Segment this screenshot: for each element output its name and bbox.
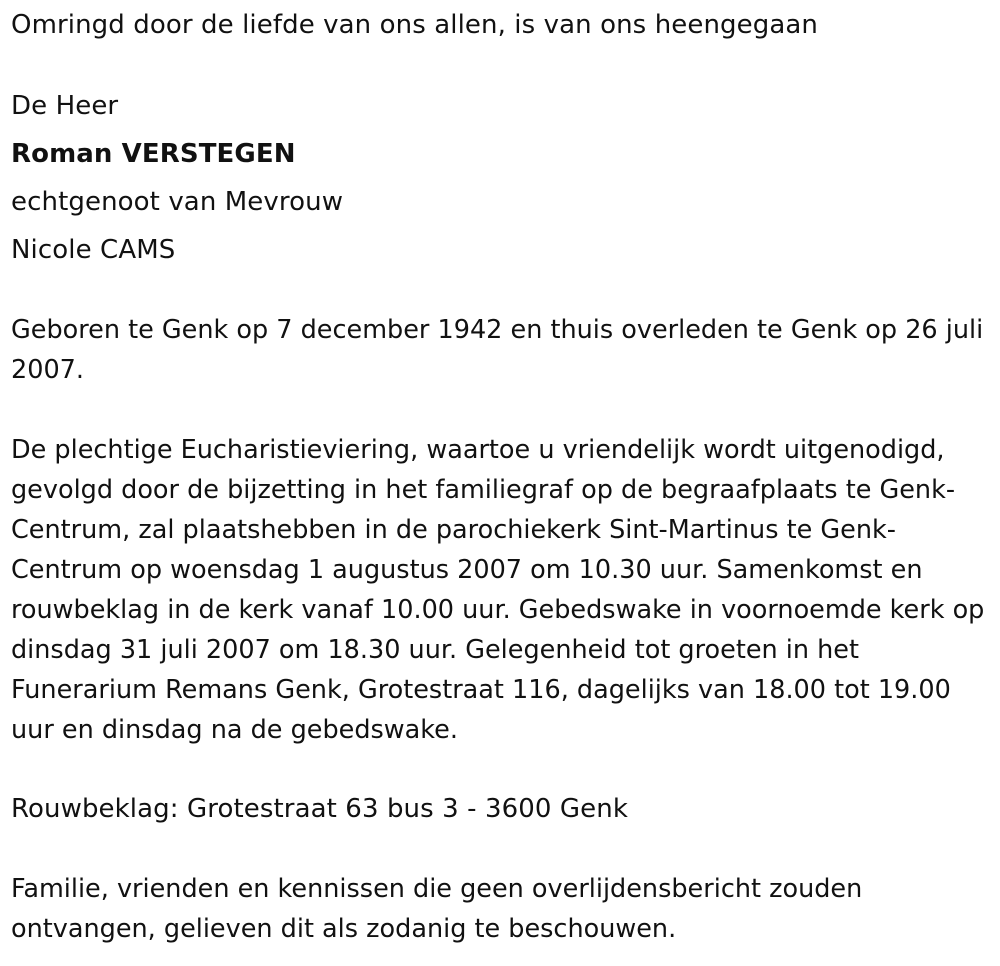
spouse-label: echtgenoot van Mevrouw — [11, 187, 344, 217]
birth-death-paragraph: Geboren te Genk op 7 december 1942 en thuis overleden te Genk op 26 juli 2007. — [11, 315, 984, 385]
deceased-name: Roman VERSTEGEN — [11, 139, 296, 169]
condolence-address: Rouwbeklag: Grotestraat 63 bus 3 - 3600 Genk — [11, 794, 629, 824]
closing-paragraph: Familie, vrienden en kennissen die geen overlijdensbericht zouden ontvangen, gelieven dit als zodanig te beschouwen. — [11, 874, 863, 944]
spouse-name: Nicole CAMS — [11, 235, 176, 265]
ceremony-paragraph: De plechtige Eucharistieviering, waartoe u vriendelijk wordt uitgenodigd, gevolgd door de bijzetting in het familiegraf op de begraafplaats te Genk-Centrum, zal plaatshebben in de parochiekerk Sint-Martinus te Genk-Centrum op woensdag 1 augustus 2007 om 10.30 uur. Samenkomst en rouwbeklag in de kerk vanaf 10.00 uur. Gebedswake in voornoemde kerk op dinsdag 31 juli 2007 om 18.30 uur. Gelegenheid tot groeten in het Funerarium Remans Genk, Grotestraat 116, dagelijks van 18.00 tot 19.00 uur en dinsdag na de gebedswake. — [11, 435, 985, 745]
honorific: De Heer — [11, 91, 119, 121]
intro-text: Omringd door de liefde van ons allen, is van ons heengegaan — [11, 10, 818, 40]
